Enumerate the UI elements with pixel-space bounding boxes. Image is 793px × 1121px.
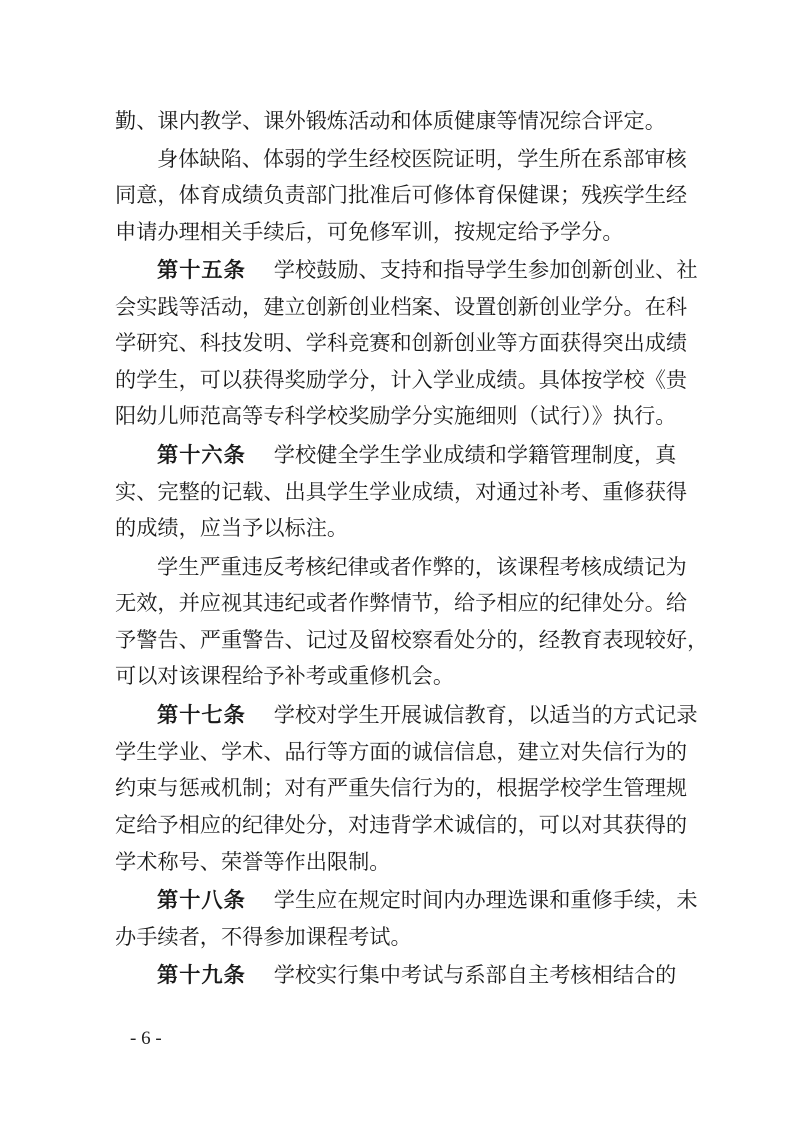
line-text: 申请办理相关手续后，可免修军训，按规定给予学分。 [115,219,624,244]
body-line [115,917,793,957]
line-text: 无效，并应视其违纪或者作弊情节，给予相应的纪律处分。给 [115,590,688,615]
article-line [157,695,793,735]
line-text: 学术称号、荣誉等作出限制。 [115,849,391,874]
line-text: 学生应在规定时间内办理选课和重修手续，未 [273,887,698,912]
line-text: 学生学业、学术、品行等方面的诚信信息，建立对失信行为的 [115,739,688,764]
body-line [115,287,793,327]
article-heading: 第十六条 [157,442,246,467]
article-heading: 第十九条 [157,962,246,987]
line-text: 学校实行集中考试与系部自主考核相结合的 [273,962,677,987]
line-text: 予警告、严重警告、记过及留校察看处分的，经教育表现较好， [115,627,709,652]
article-heading: 第十五条 [157,257,246,282]
line-text: 实、完整的记载、出具学生学业成绩，对通过补考、重修获得 [115,479,688,504]
line-text: 学生严重违反考核纪律或者作弊的，该课程考核成绩记为 [157,554,687,579]
article-heading: 第十八条 [157,887,246,912]
article-line [157,435,793,475]
body-line [115,656,793,696]
body-line [115,472,793,512]
line-text: 同意，体育成绩负责部门批准后可修体育保健课；残疾学生经 [115,182,688,207]
line-text: 的成绩，应当予以标注。 [115,515,349,540]
article-line [157,955,793,995]
article-heading: 第十七条 [157,702,246,727]
body-line [115,583,793,623]
body-line [115,360,793,400]
body-line [115,732,793,772]
body-line [115,175,793,215]
body-line [115,396,793,436]
body-line [115,508,793,548]
line-text: 身体缺陷、体弱的学生经校医院证明，学生所在系部审核 [157,146,687,171]
line-text: 办手续者，不得参加课程考试。 [115,924,412,949]
line-text: 学校对学生开展诚信教育，以适当的方式记录 [273,702,698,727]
article-line [157,250,793,290]
body-line [115,323,793,363]
line-text: 学研究、科技发明、学科竞赛和创新创业等方面获得突出成绩 [115,330,688,355]
article-line [157,880,793,920]
body-line [115,212,793,252]
line-text: 的学生，可以获得奖励学分，计入学业成绩。具体按学校《贵 [115,367,688,392]
line-text: 约束与惩戒机制；对有严重失信行为的，根据学校学生管理规 [115,775,688,800]
body-line [115,768,793,808]
line-text: 学校鼓励、支持和指导学生参加创新创业、社 [273,257,698,282]
line-text: 勤、课内教学、课外锻炼活动和体质健康等情况综合评定。 [115,108,666,133]
body-line [115,805,793,845]
body-line [115,620,793,660]
body-line [115,101,793,141]
page-number: - 6 - [130,1028,162,1049]
body-line [115,842,793,882]
line-text: 定给予相应的纪律处分，对违背学术诚信的，可以对其获得的 [115,812,688,837]
line-text: 会实践等活动，建立创新创业档案、设置创新创业学分。在科 [115,294,688,319]
body-line [157,547,793,587]
line-text: 可以对该课程给予补考或重修机会。 [115,663,455,688]
line-text: 阳幼儿师范高等专科学校奖励学分实施细则（试行）》执行。 [115,403,677,428]
line-text: 学校健全学生学业成绩和学籍管理制度，真 [273,442,677,467]
body-line [157,139,793,179]
